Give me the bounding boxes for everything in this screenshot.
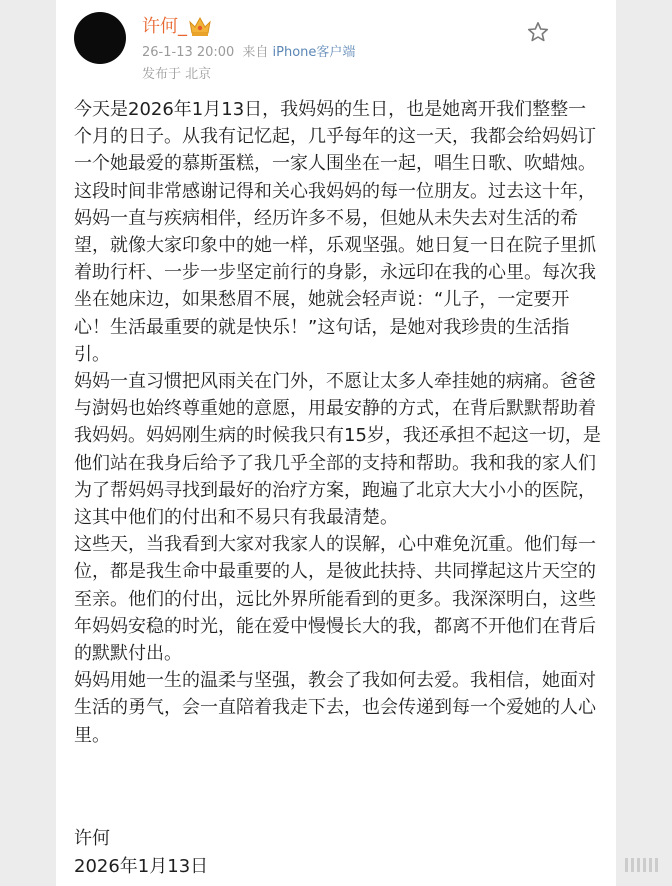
watermark-icon xyxy=(625,858,658,872)
source-prefix: 来自 xyxy=(242,45,269,60)
paragraph: 妈妈用她一生的温柔与坚强，教会了我如何去爱。我相信，她面对生活的勇气，会一直陪着我走下去，也会传递到每一个爱她的人心里。 xyxy=(74,670,596,746)
star-outline-icon[interactable] xyxy=(526,20,550,44)
crown-badge-icon xyxy=(188,15,212,37)
signature-date: 2026年1月13日 xyxy=(74,856,209,877)
device-link[interactable]: iPhone客户端 xyxy=(272,45,356,60)
paragraph: 今天是2026年1月13日，我妈妈的生日，也是她离开我们整整一个月的日子。从我有记忆起，几乎每年的这一天，我都会给妈妈订一个她最爱的慕斯蛋糕，一家人围坐在一起，唱生日歌、吹蜡烛。 xyxy=(74,99,596,175)
post-meta xyxy=(142,44,355,62)
username[interactable]: 许何_ xyxy=(142,16,187,37)
post-body xyxy=(74,96,604,749)
signature-name: 许何 xyxy=(74,828,110,849)
signature-block xyxy=(74,825,474,881)
post-location: 发布于 北京 xyxy=(142,67,212,82)
paragraph: 妈妈一直习惯把风雨关在门外，不愿让太多人牵挂她的病痛。爸爸与澍妈也始终尊重她的意愿，用最安静的方式，在背后默默帮助着我妈妈。妈妈刚生病的时候我只有15岁，我还承担不起这一切，是他们站在我身后给予了我几乎全部的支持和帮助。我和我的家人们为了帮妈妈寻找到最好的治疗方案，跑遍了北京大大小小的医院，这其中他们的付出和不易只有我最清楚。 xyxy=(74,371,601,529)
weibo-post-card xyxy=(56,0,616,886)
paragraph: 这段时间非常感谢记得和关心我妈妈的每一位朋友。过去这十年，妈妈一直与疾病相伴，经历许多不易，但她从未失去对生活的希望，就像大家印象中的她一样，乐观坚强。她日复一日在院子里抓着助行杆、一步一步坚定前行的身影，永远印在我的心里。每次我坐在她床边，如果愁眉不展，她就会轻声说：“儿子，一定要开心！生活最重要的就是快乐！”这句话，是她对我珍贵的生活指引。 xyxy=(74,180,596,365)
paragraph: 这些天，当我看到大家对我家人的误解，心中难免沉重。他们每一位，都是我生命中最重要的人，是彼此扶持、共同撑起这片天空的至亲。他们的付出，远比外界所能看到的更多。我深深明白，这些年妈妈安稳的时光，能在爱中慢慢长大的我，都离不开他们在背后的默默付出。 xyxy=(74,534,596,665)
avatar[interactable] xyxy=(74,12,126,64)
timestamp: 26-1-13 20:00 xyxy=(142,45,235,60)
